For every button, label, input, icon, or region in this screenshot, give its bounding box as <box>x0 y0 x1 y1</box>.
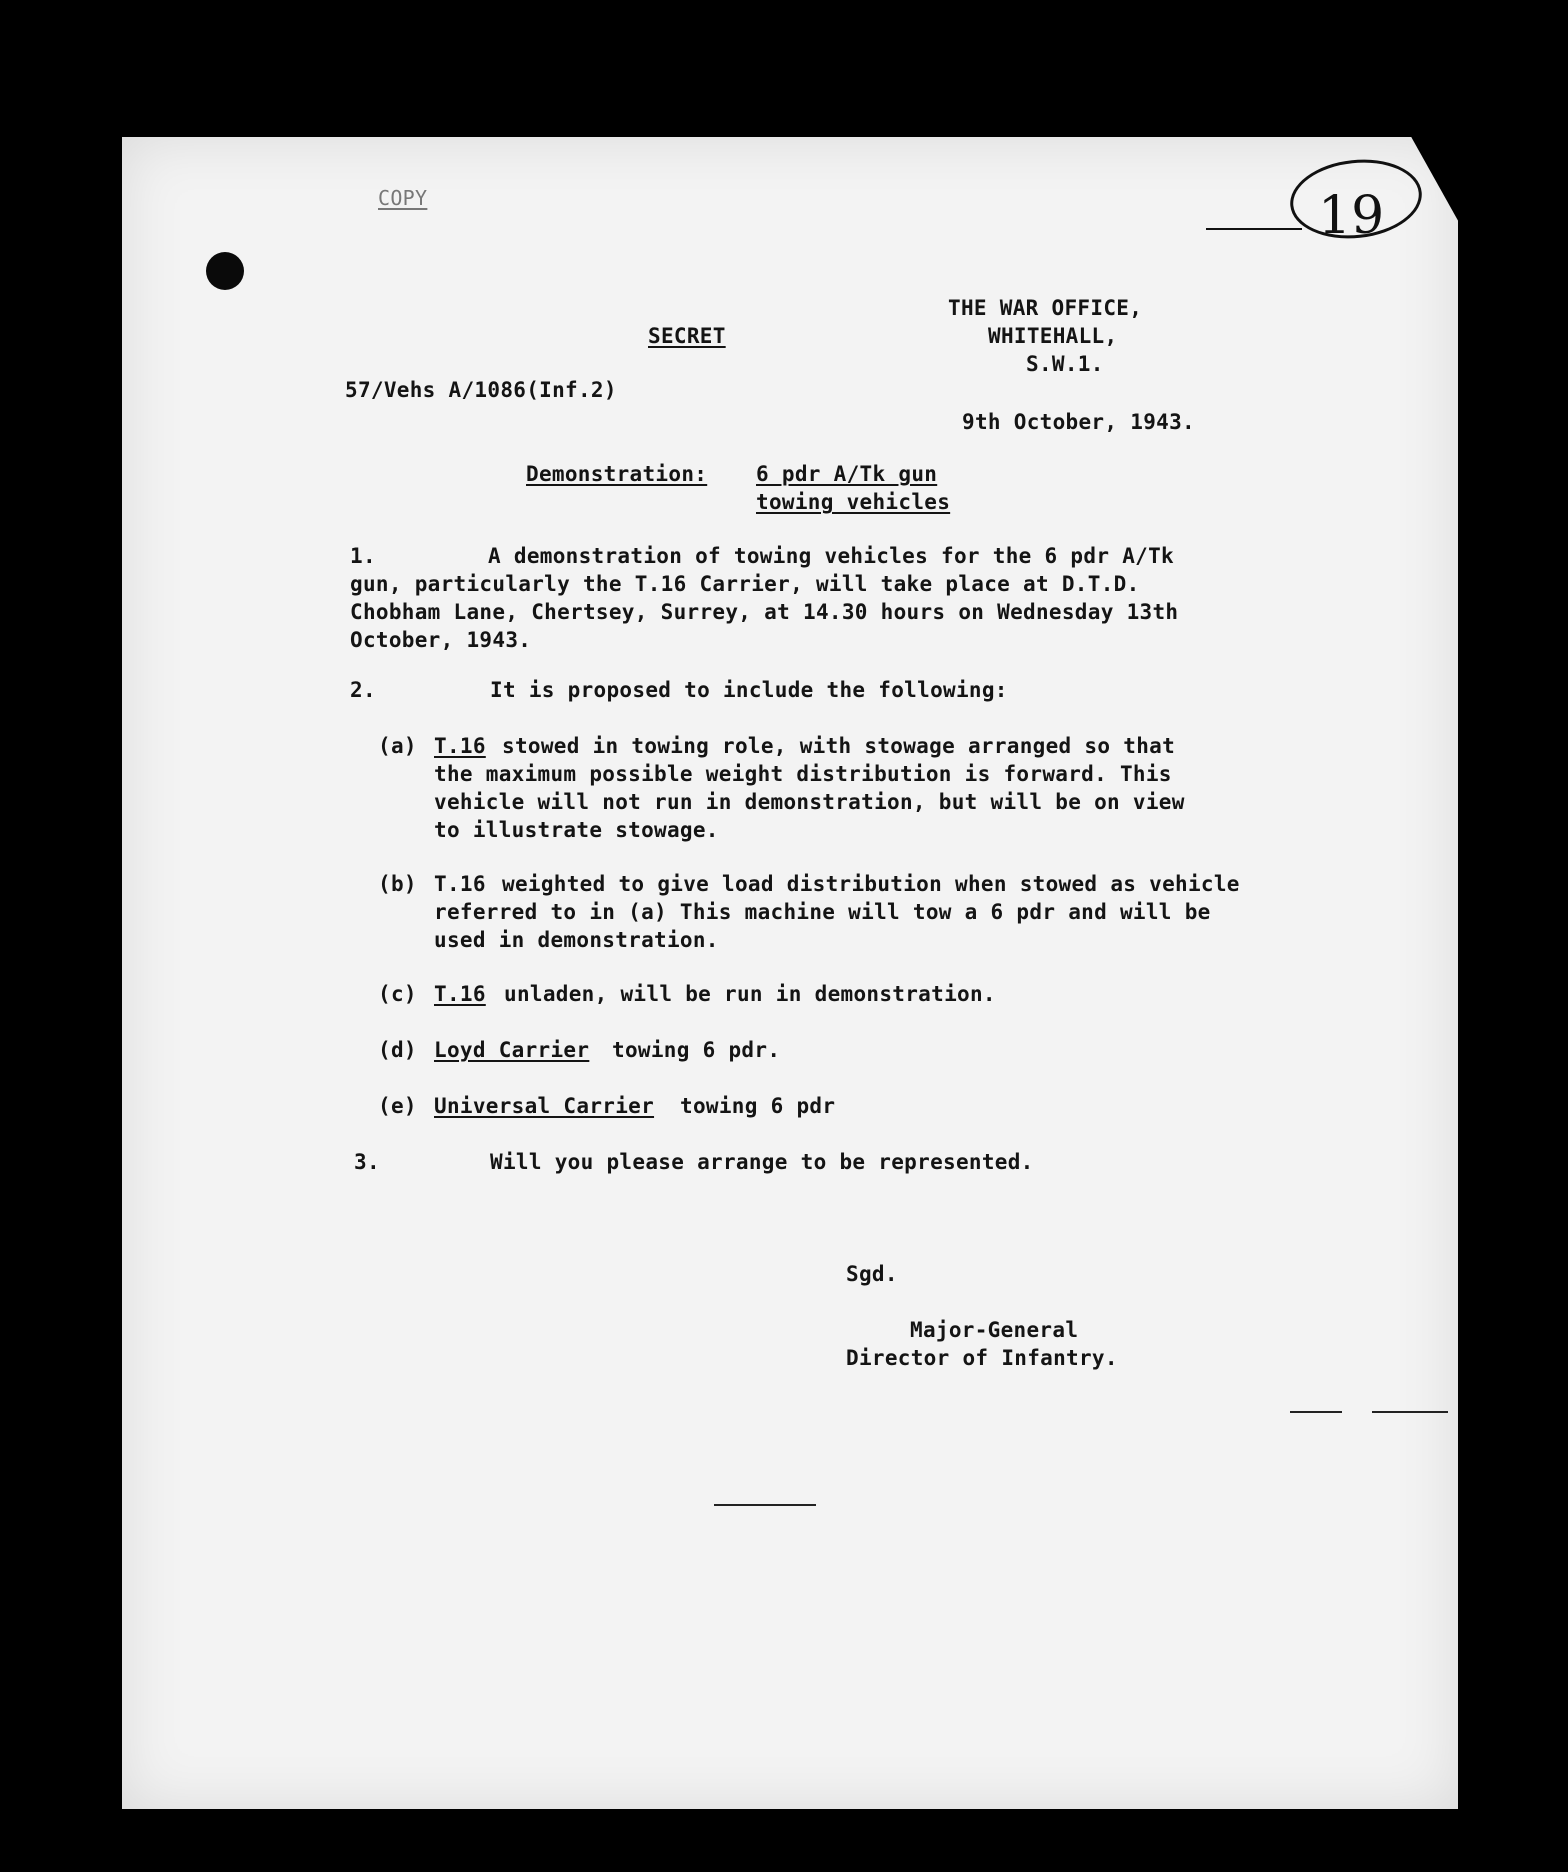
item-b-line: weighted to give load distribution when stowed as vehicle <box>502 872 1240 896</box>
item-b-line: used in demonstration. <box>434 928 719 952</box>
signature-title: Director of Infantry. <box>846 1346 1118 1370</box>
reference-number: 57/Vehs A/1086(Inf.2) <box>345 378 617 402</box>
folio-line <box>1206 228 1302 230</box>
item-a-line: the maximum possible weight distribution is forward. This <box>434 762 1172 786</box>
item-b-vehicle: T.16 <box>434 872 486 896</box>
paragraph-2-number: 2. <box>350 678 376 702</box>
item-e-text: towing 6 pdr <box>680 1094 836 1118</box>
paragraph-1-line: Chobham Lane, Chertsey, Surrey, at 14.30 hours on Wednesday 13th <box>350 600 1179 624</box>
subject-line-2: towing vehicles <box>756 490 951 514</box>
paragraph-3-number: 3. <box>354 1150 380 1174</box>
folio-number: 19 <box>1318 186 1385 246</box>
subject-label: Demonstration: <box>526 462 708 486</box>
document-date: 9th October, 1943. <box>962 410 1195 434</box>
margin-rule <box>1290 1411 1342 1413</box>
address-line-3: S.W.1. <box>1026 352 1104 376</box>
item-d-marker: (d) <box>378 1038 417 1062</box>
punch-hole <box>206 252 244 290</box>
signature-rank: Major-General <box>910 1318 1079 1342</box>
subject-line-1: 6 pdr A/Tk gun <box>756 462 938 486</box>
item-a-line: to illustrate stowage. <box>434 818 719 842</box>
item-a-line: vehicle will not run in demonstration, but will be on view <box>434 790 1185 814</box>
paragraph-2-text: It is proposed to include the following: <box>490 678 1008 702</box>
item-c-text: unladen, will be run in demonstration. <box>504 982 996 1006</box>
item-c-vehicle: T.16 <box>434 982 486 1006</box>
signature-sgd: Sgd. <box>846 1262 898 1286</box>
item-b-line: referred to in (a) This machine will tow a 6 pdr and will be <box>434 900 1211 924</box>
paragraph-1-line: October, 1943. <box>350 628 532 652</box>
item-e-vehicle: Universal Carrier <box>434 1094 655 1118</box>
document-page <box>122 137 1458 1809</box>
item-a-vehicle: T.16 <box>434 734 486 758</box>
paragraph-1-number: 1. <box>350 544 376 568</box>
item-b-marker: (b) <box>378 872 417 896</box>
end-rule <box>714 1504 816 1506</box>
address-line-2: WHITEHALL, <box>988 324 1118 348</box>
item-d-vehicle: Loyd Carrier <box>434 1038 590 1062</box>
item-a-line: stowed in towing role, with stowage arranged so that <box>502 734 1176 758</box>
margin-rule <box>1372 1411 1448 1413</box>
paragraph-1-line: A demonstration of towing vehicles for the 6 pdr A/Tk <box>488 544 1174 568</box>
item-d-text: towing 6 pdr. <box>612 1038 781 1062</box>
classification: SECRET <box>648 324 726 348</box>
item-a-marker: (a) <box>378 734 417 758</box>
copy-label: COPY <box>378 186 428 210</box>
item-c-marker: (c) <box>378 982 417 1006</box>
item-e-marker: (e) <box>378 1094 417 1118</box>
address-line-1: THE WAR OFFICE, <box>948 296 1143 320</box>
paragraph-1-line: gun, particularly the T.16 Carrier, will take place at D.T.D. <box>350 572 1140 596</box>
paragraph-3-text: Will you please arrange to be represented. <box>490 1150 1034 1174</box>
